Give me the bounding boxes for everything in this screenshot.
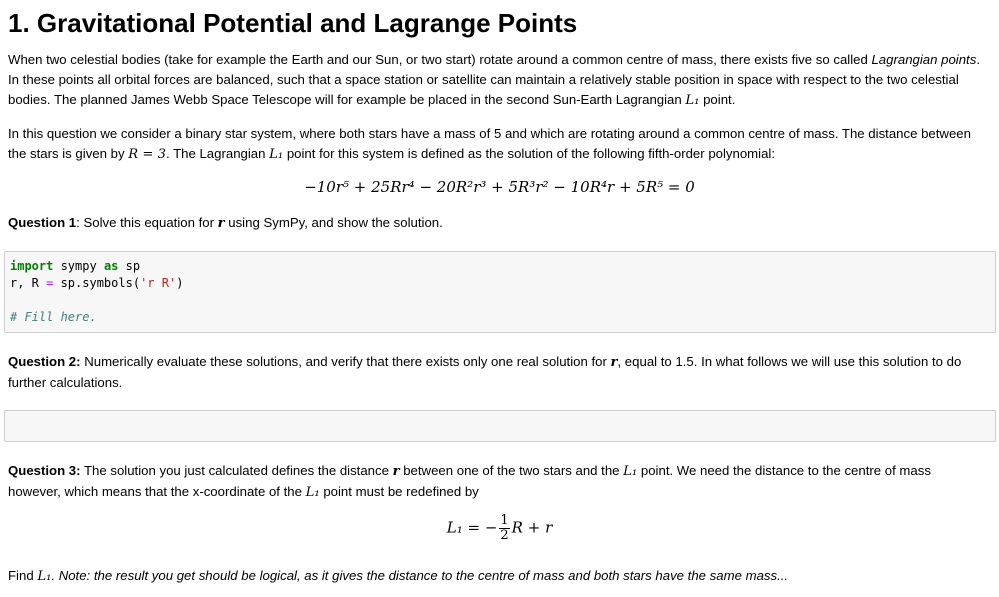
question-1-label: Question 1 (8, 215, 77, 230)
polynomial-equation (0, 178, 999, 196)
equation-lhs: L₁ = − (446, 518, 498, 537)
final-instruction (8, 566, 983, 587)
intro-text: point. (699, 92, 736, 107)
page-title: 1. Gravitational Potential and Lagrange Points (8, 8, 578, 38)
distance-r-equals: R = 3 (128, 147, 166, 162)
question-1-text: : Solve this equation for (76, 215, 218, 230)
l1-redefinition-equation (0, 514, 999, 543)
code-cell-1-source[interactable] (10, 258, 183, 326)
l1-symbol: L₁ (37, 569, 52, 584)
final-note: . Note: the result you get should be logical, as it gives the distance to the centre of mass and both stars have the same mass... (51, 568, 789, 583)
code-keyword-import: import (10, 259, 54, 273)
code-text: sympy (53, 259, 104, 273)
question-1-text: using SymPy, and show the solution. (224, 215, 443, 230)
question-3-text: point must be redefined by (319, 484, 479, 499)
code-operator: = (46, 276, 54, 290)
code-comment: # Fill here. (10, 310, 97, 324)
intro-paragraph-1 (8, 50, 983, 111)
l1-symbol: L₁ (623, 464, 638, 479)
question-2-text: Numerically evaluate these solutions, and verify that there exists only one real solution for (80, 354, 611, 369)
intro-text: . The Lagrangian (165, 146, 270, 161)
code-cell-2[interactable] (4, 410, 996, 442)
l1-symbol: L₁ (269, 147, 284, 162)
lagrangian-points-emphasis: Lagrangian points (871, 52, 977, 67)
final-text: Find (8, 568, 38, 583)
question-3-text: between one of the two stars and the (399, 463, 624, 478)
var-r: r (217, 216, 225, 231)
question-3-label: Question 3: (8, 463, 81, 478)
question-2 (8, 352, 983, 393)
var-r: r (392, 464, 400, 479)
l1-symbol: L₁ (305, 485, 320, 500)
intro-text: . In these points all orbital forces are balanced, such that a space station or satellite can maintain a relatively stable position in space with respect to the two celestial bodies. The planned James Webb Space Telescope will for example be placed in the second Sun-Earth Lagrangian (8, 52, 980, 107)
question-1 (8, 213, 983, 234)
var-r: r (610, 355, 618, 370)
code-text: ) (176, 276, 184, 290)
intro-text: In this question we consider a binary star system, where both stars have a mass of 5 and which are rotating around a common centre of mass. The distance between the stars is given by (8, 126, 971, 161)
fraction-one-half (499, 514, 509, 543)
code-cell-1[interactable] (4, 251, 996, 333)
intro-paragraph-2 (8, 124, 983, 165)
intro-text: point for this system is defined as the solution of the following fifth-order polynomial: (283, 146, 776, 161)
l1-symbol: L₁ (685, 93, 700, 108)
fraction-denominator: 2 (500, 528, 509, 543)
code-text: sp.symbols( (53, 276, 141, 290)
question-2-label: Question 2: (8, 354, 81, 369)
fraction-numerator: 1 (500, 513, 509, 528)
question-3-text: point. We need the distance to the centre of mass however, which means that the x-coordinate of the (8, 463, 931, 499)
code-keyword-as: as (103, 259, 119, 273)
question-3 (8, 461, 983, 503)
question-3-text: The solution you just calculated defines the distance (80, 463, 393, 478)
equation-rhs: R + r (511, 518, 553, 537)
question-2-text: , equal to 1.5. In what follows we will use this solution to do further calculations. (8, 354, 962, 390)
code-string: 'r R' (140, 276, 177, 290)
intro-text: When two celestial bodies (take for example the Earth and our Sun, or two start) rotate around a common centre of mass, there exists five so called (8, 52, 872, 67)
code-text: sp (118, 259, 141, 273)
polynomial-equation-text: −10r⁵ + 25Rr⁴ − 20R²r³ + 5R³r² − 10R⁴r + 5R⁵ = 0 (304, 178, 695, 196)
code-text: r, R (10, 276, 47, 290)
